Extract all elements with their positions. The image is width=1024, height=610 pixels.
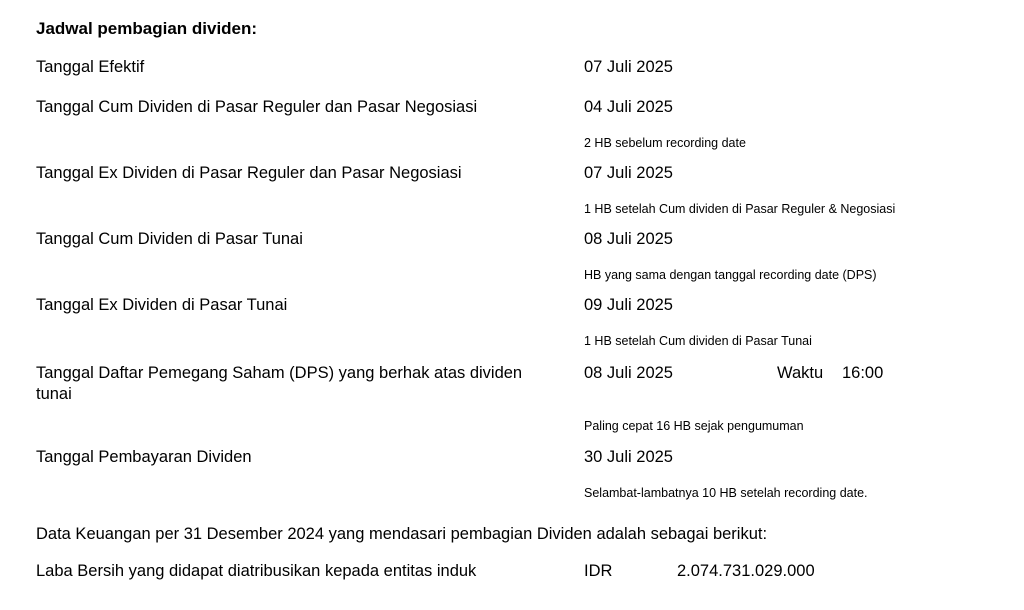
row-note-ex-dividend-regular: 1 HB setelah Cum dividen di Pasar Reguler & Negosiasi [584, 202, 896, 216]
row-note-cum-dividend-cash: HB yang sama dengan tanggal recording date (DPS) [584, 268, 877, 282]
row-note-recording-date: Paling cepat 16 HB sejak pengumuman [584, 419, 804, 433]
net-profit-label: Laba Bersih yang didapat diatribusikan kepada entitas induk [36, 562, 477, 580]
net-profit-amount: 2.074.731.029.000 [677, 562, 815, 580]
net-profit-currency: IDR [584, 562, 613, 580]
row-value-cum-dividend-cash: 08 Juli 2025 [584, 230, 673, 248]
row-time-value-recording-date: 16:00 [842, 364, 884, 382]
row-value-ex-dividend-regular: 07 Juli 2025 [584, 164, 673, 182]
row-label-effective-date: Tanggal Efektif [36, 58, 145, 76]
row-note-cum-dividend-regular: 2 HB sebelum recording date [584, 136, 746, 150]
row-value-effective-date: 07 Juli 2025 [584, 58, 673, 76]
row-label-payment-date: Tanggal Pembayaran Dividen [36, 448, 252, 466]
section-heading: Jadwal pembagian dividen: [36, 19, 258, 38]
row-label-cum-dividend-cash: Tanggal Cum Dividen di Pasar Tunai [36, 230, 303, 248]
row-label-recording-date: Tanggal Daftar Pemegang Saham (DPS) yang berhak atas dividen tunai [36, 364, 523, 403]
row-time-label-recording-date: Waktu [777, 364, 824, 382]
row-value-ex-dividend-cash: 09 Juli 2025 [584, 296, 673, 314]
row-value-cum-dividend-regular: 04 Juli 2025 [584, 98, 673, 116]
row-note-payment-date: Selambat-lambatnya 10 HB setelah recording date. [584, 486, 868, 500]
row-label-cum-dividend-regular: Tanggal Cum Dividen di Pasar Reguler dan Pasar Negosiasi [36, 98, 478, 116]
row-note-ex-dividend-cash: 1 HB setelah Cum dividen di Pasar Tunai [584, 334, 812, 348]
row-label-ex-dividend-regular: Tanggal Ex Dividen di Pasar Reguler dan Pasar Negosiasi [36, 164, 462, 182]
financial-data-intro: Data Keuangan per 31 Desember 2024 yang mendasari pembagian Dividen adalah sebagai berikut: [36, 525, 768, 543]
row-value-payment-date: 30 Juli 2025 [584, 448, 673, 466]
row-label-ex-dividend-cash: Tanggal Ex Dividen di Pasar Tunai [36, 296, 288, 314]
row-value-recording-date: 08 Juli 2025 [584, 364, 673, 382]
